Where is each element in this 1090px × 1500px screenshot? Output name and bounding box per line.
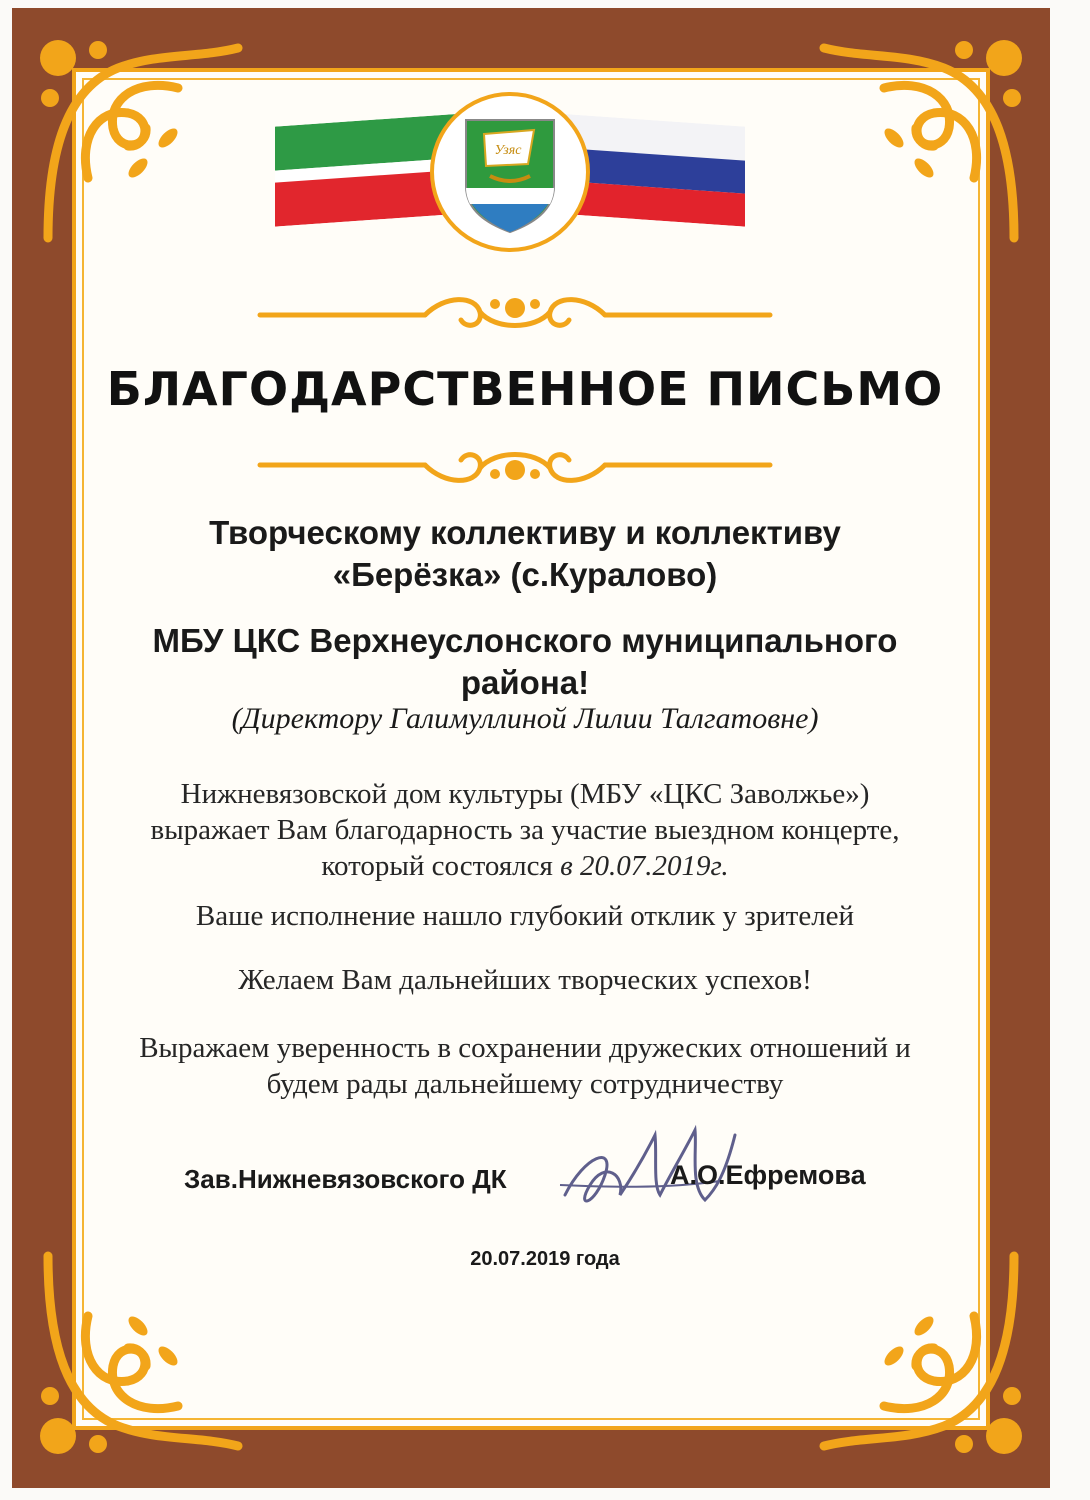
crest-label: Узяс [494,143,522,158]
coat-of-arms-icon [462,116,558,234]
director-line: (Директору Галимуллиной Лилии Талгатовне) [231,702,819,735]
corner-ornament-icon [804,28,1034,258]
document-title: БЛАГОДАРСТВЕННОЕ ПИСЬМО [106,362,944,416]
body-paragraph: Ваше исполнение нашло глубокий отклик у зрителей [195,900,855,932]
signer-name: А.О.Ефремова [670,1160,866,1190]
body-paragraph: Желаем Вам дальнейших творческих успехов! [238,964,812,996]
recipient-block [80,512,970,596]
body-paragraph [80,776,970,884]
body-text: который состоялся [321,850,561,882]
document-date: 20.07.2019 года [470,1248,620,1270]
body-line: выражает Вам благодарность за участие выездном концерте, [150,814,900,846]
ornamental-divider-icon [255,290,775,340]
inner-border-line [82,78,980,1420]
emblem-header [270,92,750,262]
event-date: в 20.07.2019г. [560,850,729,882]
corner-ornament-icon [28,28,258,258]
signer-position: Зав.Нижневязовского ДК [184,1164,507,1194]
recipient-line: Творческому коллективу и коллективу [209,514,841,551]
body-line: Выражаем уверенность в сохранении дружеских отношений и [139,1032,911,1064]
ornamental-divider-icon [255,440,775,490]
body-line [80,848,970,884]
district-crest [430,92,590,252]
organization-line: района! [460,664,590,701]
organization-line: МБУ ЦКС Верхнеуслонского муниципального [152,622,898,659]
organization-block [80,620,970,704]
body-line: Нижневязовской дом культуры (МБУ «ЦКС Заволжье») [180,778,870,810]
body-paragraph [80,1030,970,1102]
body-line: будем рады дальнейшему сотрудничеству [266,1068,784,1100]
recipient-line: «Берёзка» (с.Куралово) [332,556,718,593]
